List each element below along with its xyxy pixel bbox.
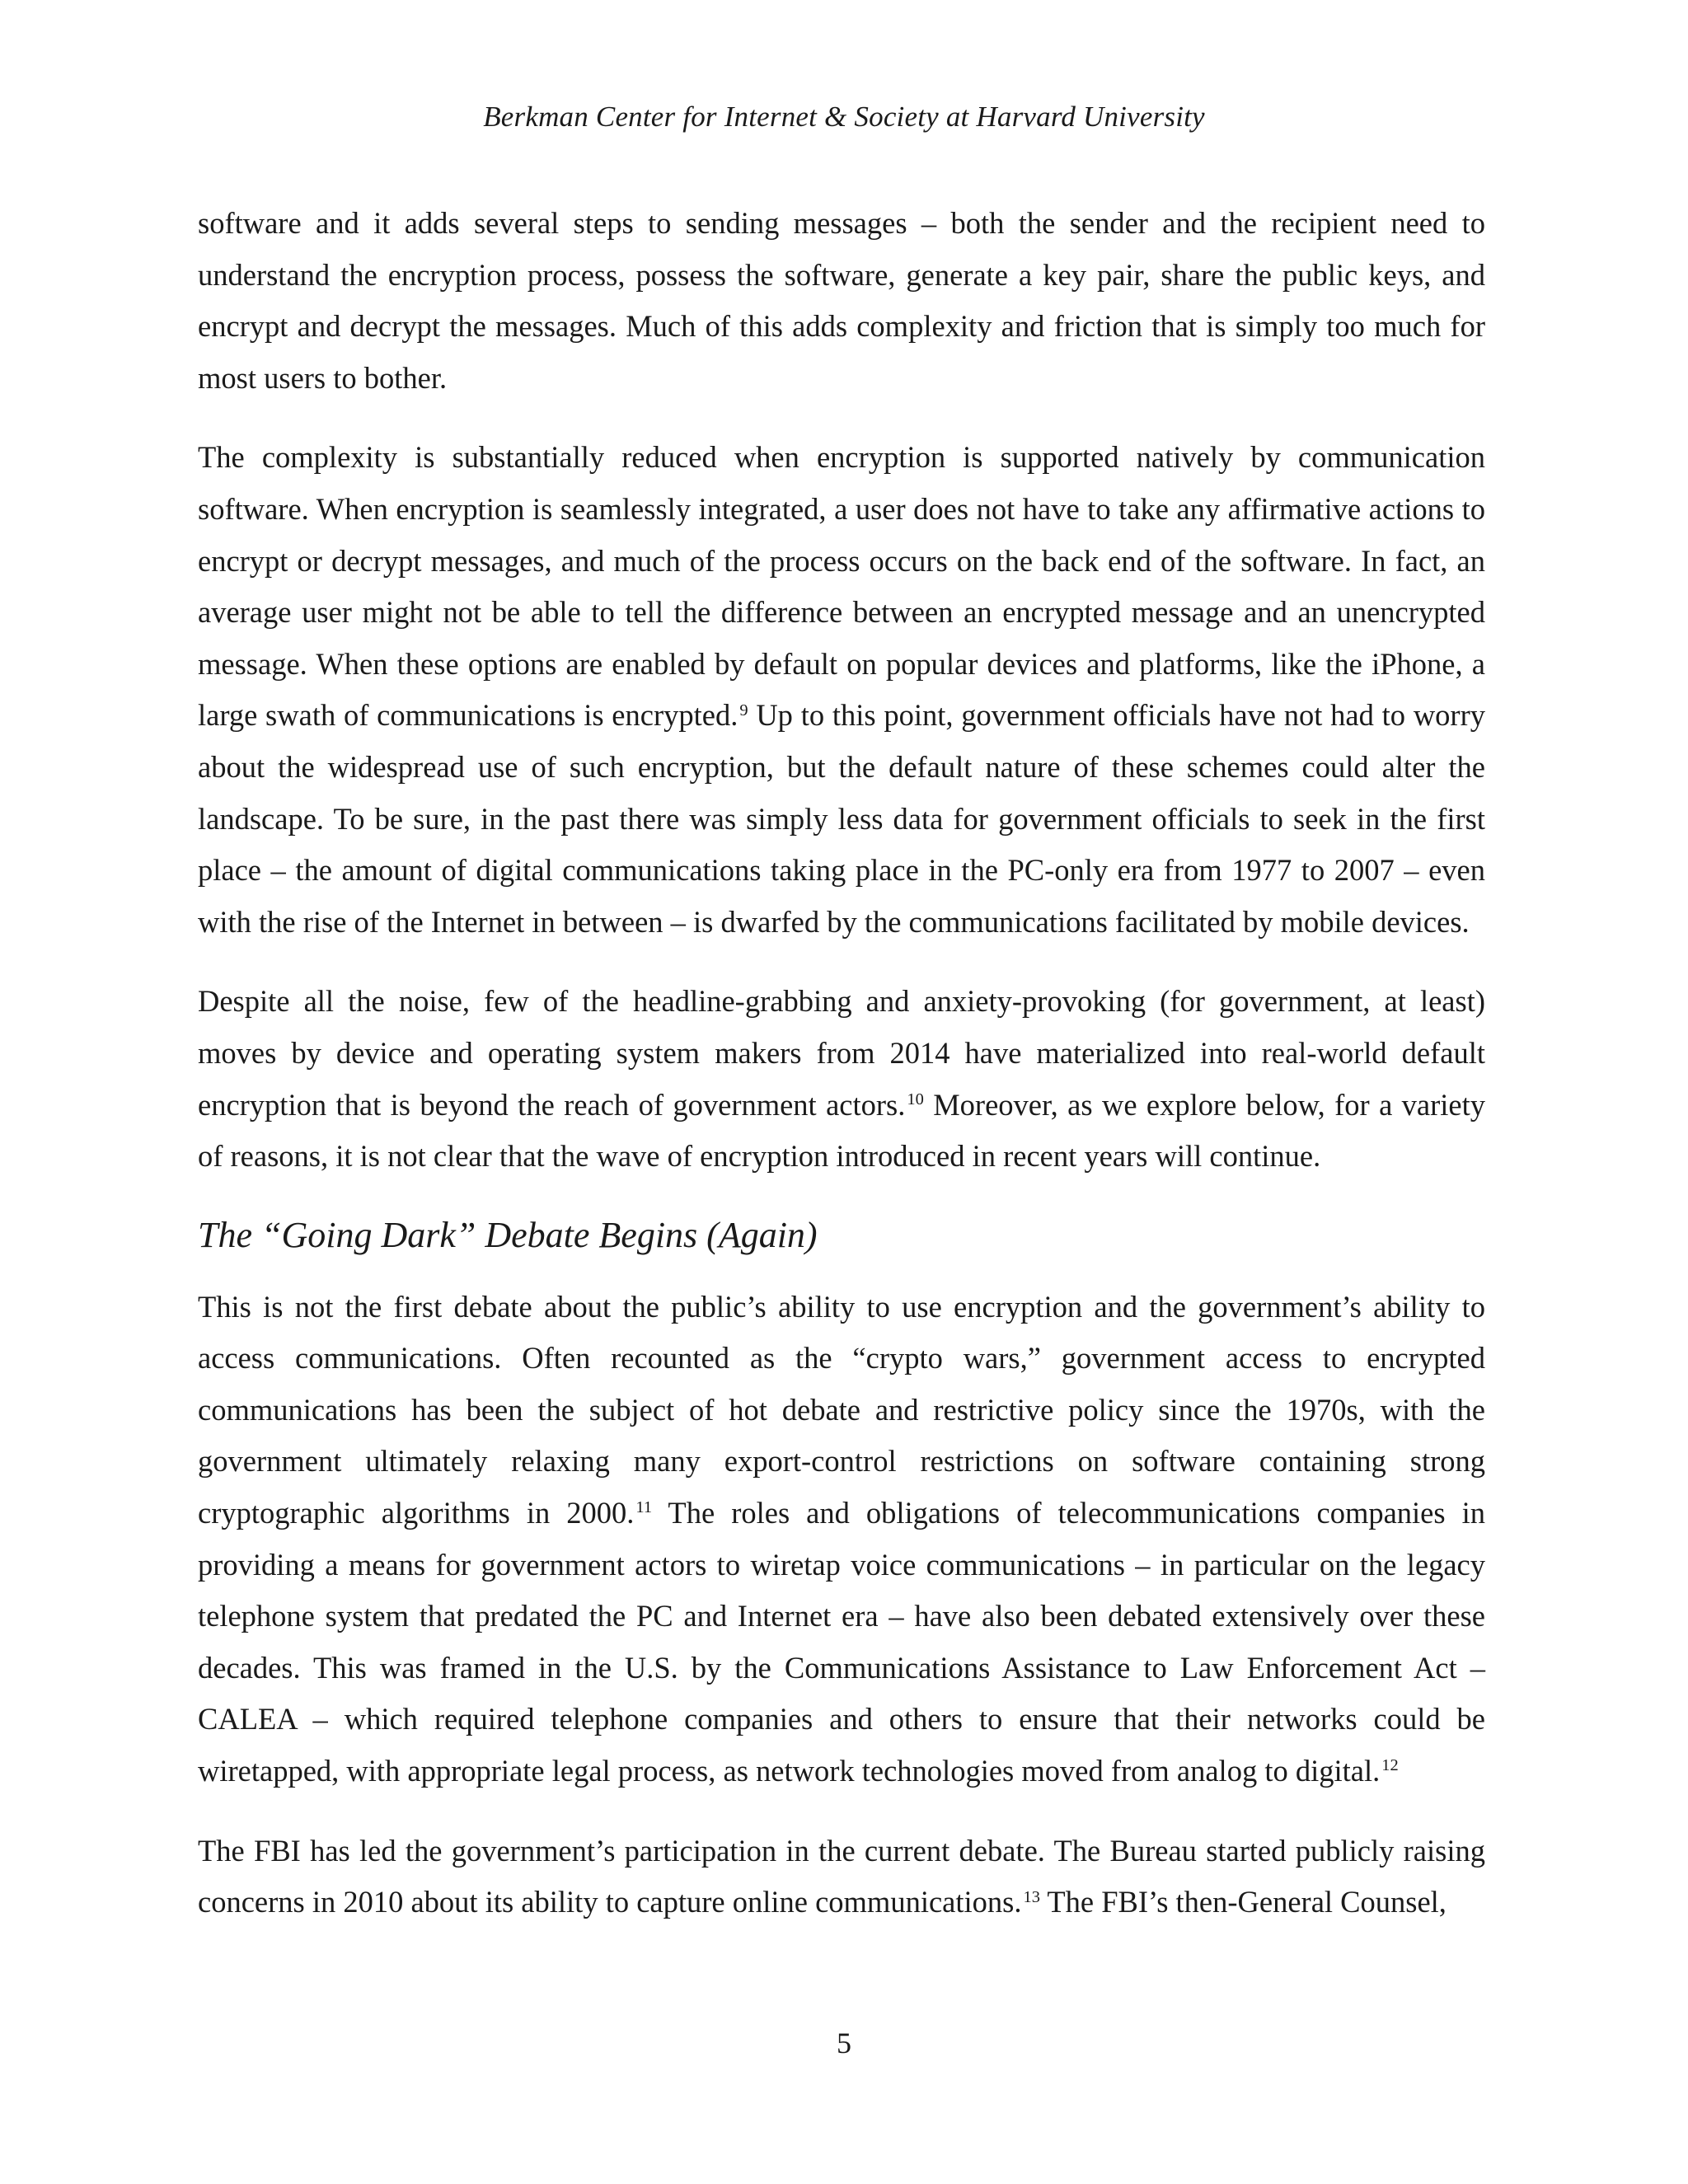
paragraph-2: The complexity is substantially reduced when encryption is supported natively by communication software. When encryption is seamlessly integrated, a user does not have to take any affirmative actions to encrypt or decrypt messages, and much of the process occurs on the back end of the software. In fact, an average user might not be able to tell the difference between an encrypted message and an unencrypted message. When these options are enabled by default on popular devices and platforms, like the iPhone, a large swath of communications is encrypted.$^9$ Up to this point, government officials have not had to worry about the widespread use of such encryption, but the default nature of these schemes could alter the landscape. To be sure, in the past there was simply less data for government officials to seek in the first place – the amount of digital communications taking place in the PC-only era from 1977 to 2007 – even with the rise of the Internet in between – is dwarfed by the communications facilitated by mobile devices. (198, 440, 1485, 939)
page-number: 5 (837, 2027, 851, 2060)
body-text (198, 198, 1485, 1957)
section-heading: The “Going Dark” Debate Begins (Again) (198, 1214, 818, 1255)
paragraph-4: This is not the first debate about the public’s ability to use encryption and the government’s ability to access communications. Often recounted as the “crypto wars,” government access to encrypted communications has been the subject of hot debate and restrictive policy since the 1970s, with the government ultimately relaxing many export-control restrictions on software containing strong cryptographic algorithms in 2000.11 The roles and obligations of telecommunications companies in providing a means for government actors to wiretap voice communications – in particular on the legacy telephone system that predated the PC and Internet era – have also been debated extensively over these decades. This was framed in the U.S. by the Communications Assistance to Law Enforcement Act – CALEA – which required telephone companies and others to ensure that their networks could be wiretapped, with appropriate legal process, as network technologies moved from analog to digital.$^{12}$ (198, 1289, 1485, 1788)
footnote-ref[interactable]: 11 (635, 1498, 653, 1517)
footnote-ref[interactable]: 9 (739, 701, 748, 719)
footnote-ref[interactable]: 13 (1023, 1887, 1040, 1906)
paragraph-3: Despite all the noise, few of the headline-grabbing and anxiety-provoking (for government, at least) moves by device and operating system makers from 2014 have materialized into real-world default encryption that is beyond the reach of government actors.$^{10}$ Moreover, as we explore below, for a variety of reasons, it is not clear that the wave of encryption introduced in recent years will continue. (198, 984, 1485, 1174)
footnote-ref[interactable]: 12 (1381, 1756, 1399, 1775)
paragraph-5: The FBI has led the government’s participation in the current debate. The Bureau started publicly raising concerns in 2010 about its ability to capture online communications.$^{13}$ The FBI’s then-General Counsel, (198, 1833, 1485, 1919)
footnote-ref[interactable]: 10 (907, 1090, 924, 1108)
paragraph-1: software and it adds several steps to sending messages – both the sender and the recipient need to understand the encryption process, possess the software, generate a key pair, share the public keys, and encrypt and decrypt the messages. Much of this adds complexity and friction that is simply too much for most users to bother. (198, 206, 1485, 395)
running-header: Berkman Center for Internet & Society at Harvard University (483, 101, 1205, 133)
